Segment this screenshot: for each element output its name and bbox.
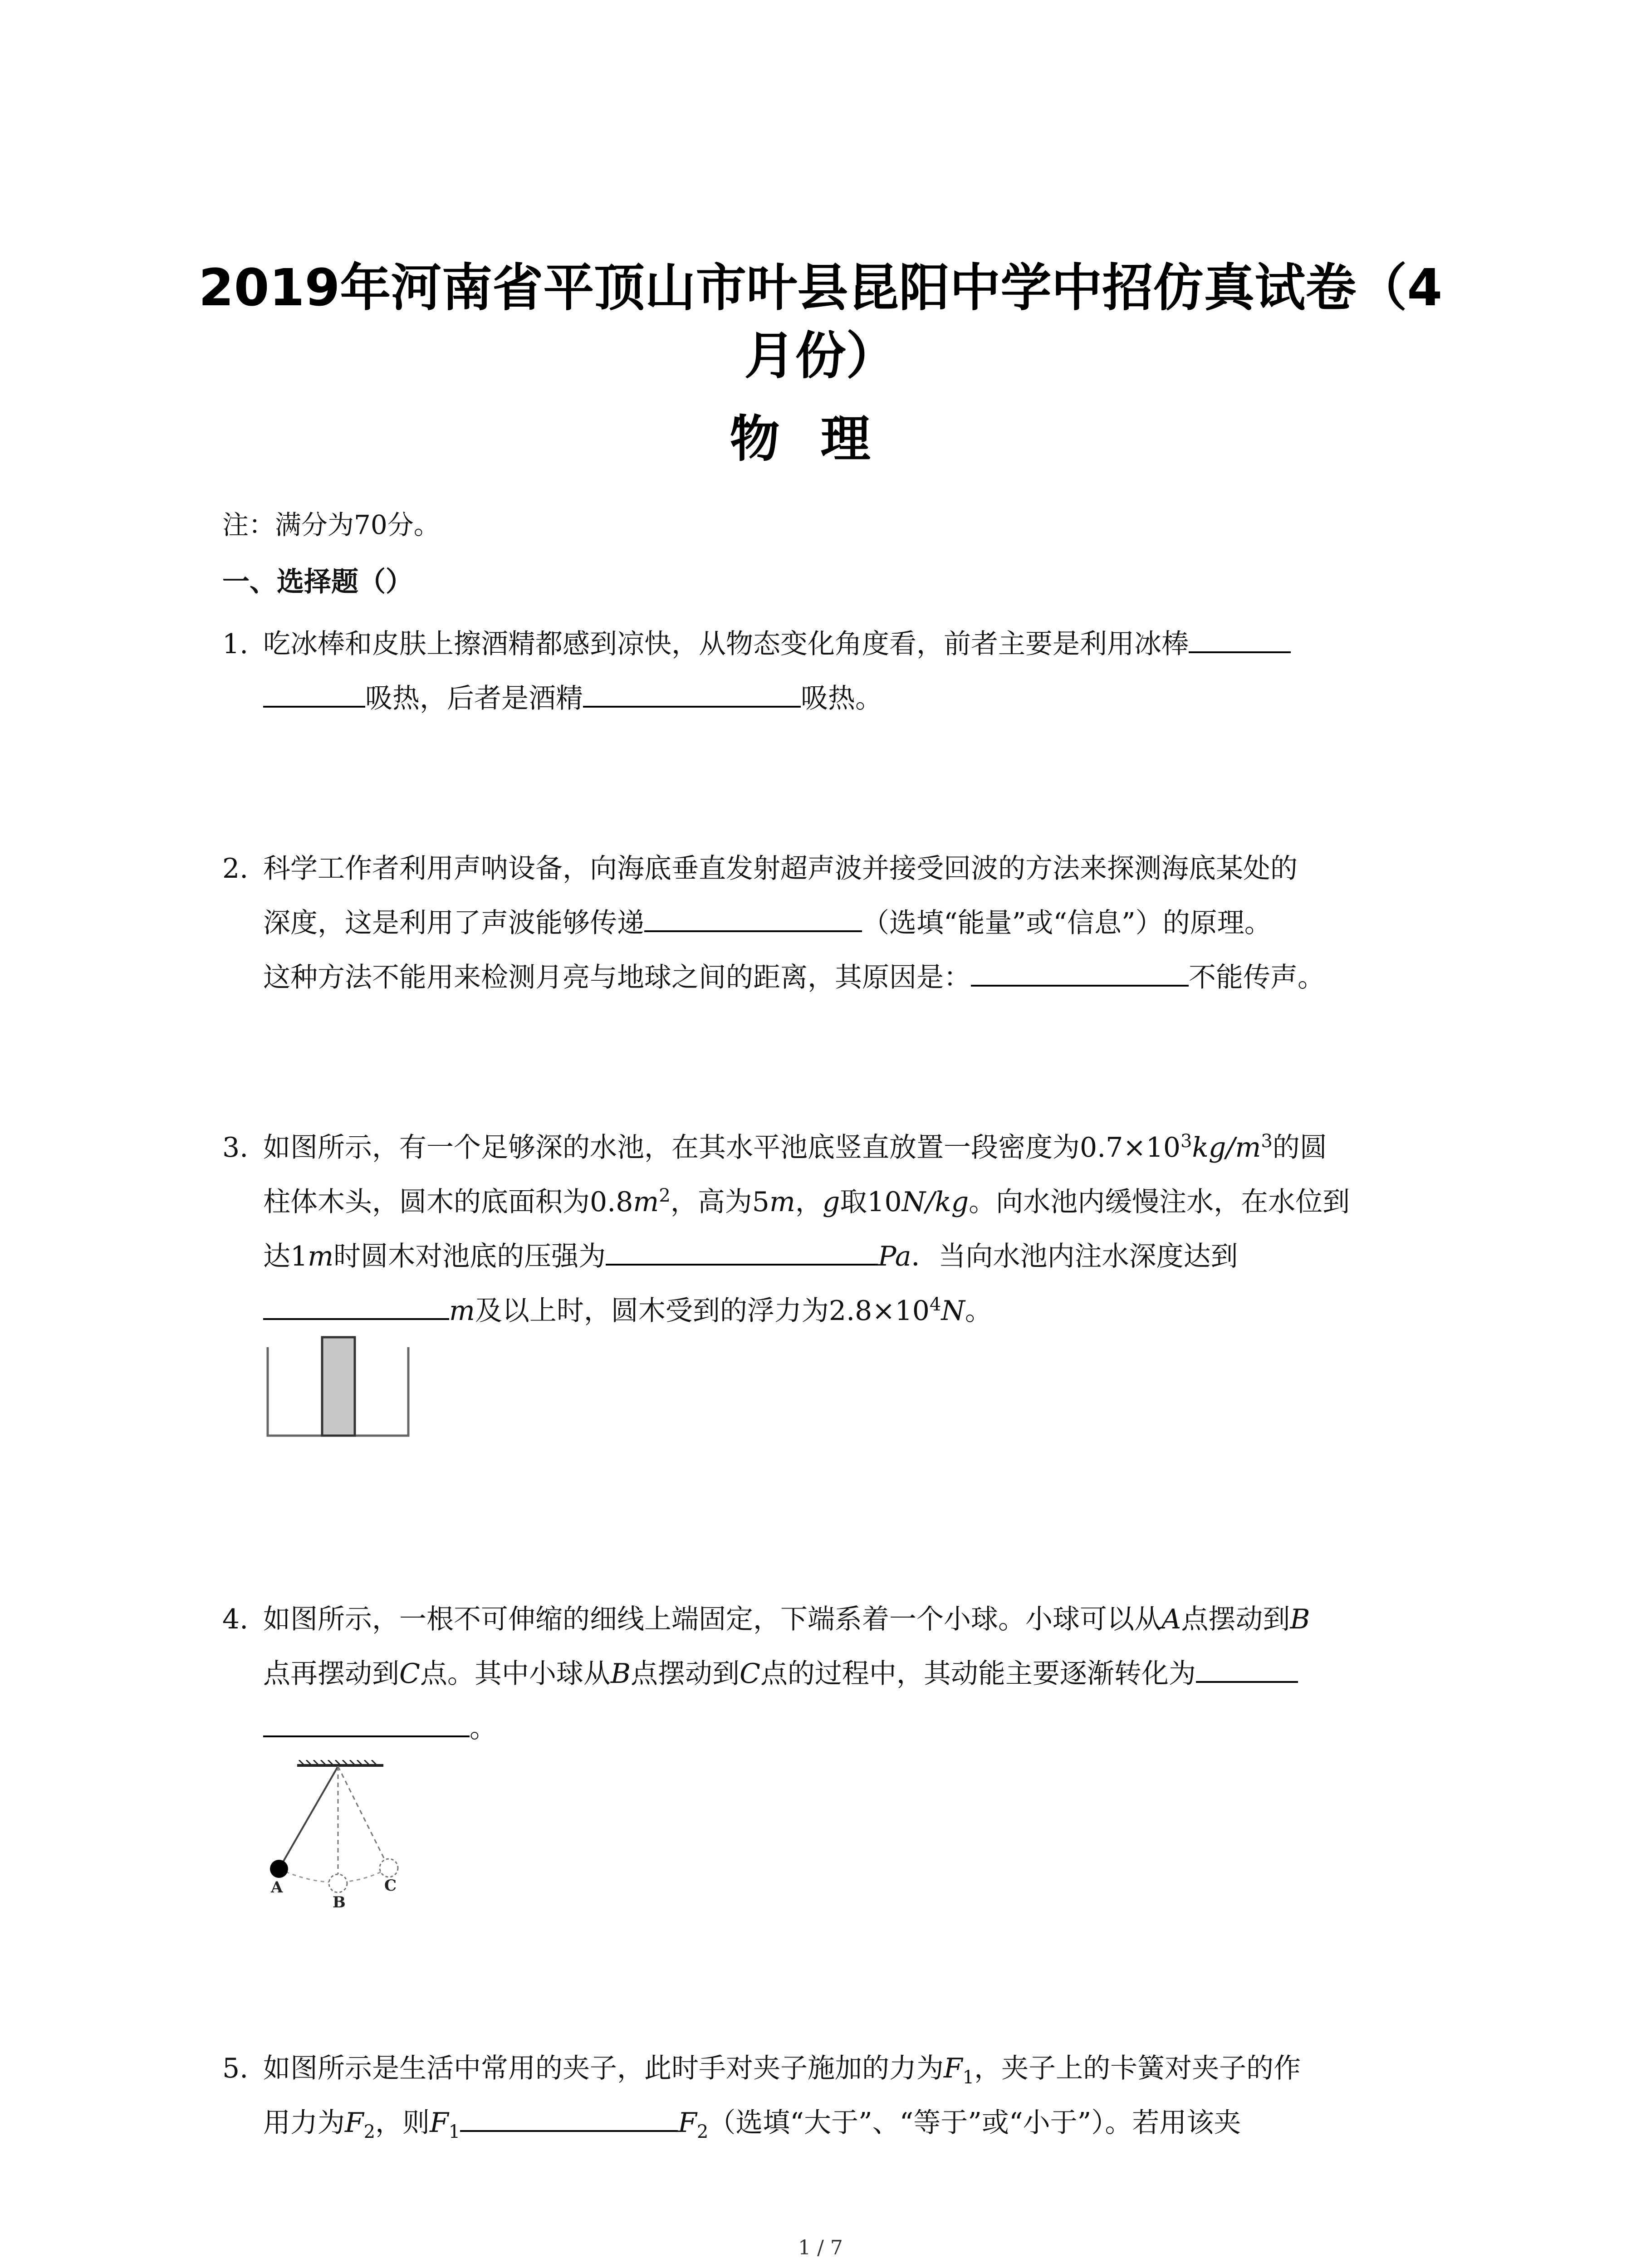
label-C: C — [384, 1877, 397, 1895]
question-number: 2. — [222, 853, 249, 885]
question-number: 1. — [222, 628, 249, 660]
answer-blank[interactable] — [606, 1237, 878, 1266]
wooden-cylinder — [322, 1337, 355, 1436]
label-B: B — [333, 1893, 346, 1910]
ball-at-C — [380, 1859, 398, 1877]
question-number: 4. — [222, 1603, 249, 1635]
answer-blank[interactable] — [263, 1291, 449, 1320]
question-3: 3. 如图所示，有一个足够深的水池，在其水平池底竖直放置一段密度为$0.7\times 10^3kg/m^3$的圆 柱体木头，圆木的底面积为$0.8m^2$，高为5m，g取10N/kg。向水池内缓慢注水，在水位到 达1m时圆木对池底的压强为 Pa．当向水池内注水深度达到 m及以上时，圆木受到的浮力为$2.8\times 10^4N$。 — [222, 1120, 1429, 1338]
subject-heading: 物理 — [730, 410, 911, 468]
title-line-1: 2019年河南省平顶山市叶县昆阳中学中招仿真试卷（4 — [198, 259, 1443, 318]
string-at-A — [279, 1766, 338, 1869]
answer-blank[interactable] — [644, 903, 862, 932]
answer-blank[interactable] — [1189, 624, 1291, 653]
pendulum-diagram — [261, 1760, 415, 1910]
answer-blank[interactable] — [1196, 1654, 1298, 1683]
answer-blank[interactable] — [263, 679, 365, 708]
question-5: 5. 如图所示是生活中常用的夹子，此时手对夹子施加的力为$F_1$，夹子上的卡簧对夹子的作 用力为$F_2$，则$F_1$ $F_2$（选填“大于”、“等于”或“小于”）。若用该夹 — [222, 2041, 1429, 2150]
ball-at-A — [270, 1860, 288, 1878]
answer-blank[interactable] — [583, 679, 801, 708]
answer-blank[interactable] — [263, 1708, 470, 1737]
question-number: 3. — [222, 1132, 249, 1163]
section-heading: 一、选择题（） — [222, 566, 413, 598]
question-2: 2. 科学工作者利用声呐设备，向海底垂直发射超声波并接受回波的方法来探测海底某处的 深度，这是利用了声波能够传递 （选填“能量”或“信息”）的原理。 这种方法不能用来检测月亮与地球之间的距离，其原因是： 不能传声。 — [222, 841, 1429, 1005]
string-at-C — [338, 1766, 389, 1868]
question-1: 1. 吃冰棒和皮肤上擦酒精都感到凉快，从物态变化角度看，前者主要是利用冰棒 吸热，后者是酒精 吸热。 — [222, 617, 1429, 726]
page-number: 1 / 7 — [798, 2236, 843, 2259]
score-note: 注：满分为70分。 — [222, 509, 440, 540]
water-pool-diagram — [265, 1334, 415, 1447]
question-number: 5. — [222, 2053, 249, 2084]
question-4: 4. 如图所示，一根不可伸缩的细线上端固定，下端系着一个小球。小球可以从A点摆动到B 点再摆动到C点。其中小球从B点摆动到C点的过程中，其动能主要逐渐转化为 。 — [222, 1592, 1429, 1755]
answer-blank[interactable] — [971, 958, 1189, 987]
answer-blank[interactable] — [460, 2103, 678, 2132]
ceiling-hatching — [299, 1760, 376, 1765]
label-A: A — [271, 1878, 283, 1897]
title-line-2: 月份） — [744, 327, 897, 386]
page-title — [0, 254, 1641, 390]
ball-at-B — [329, 1874, 347, 1892]
